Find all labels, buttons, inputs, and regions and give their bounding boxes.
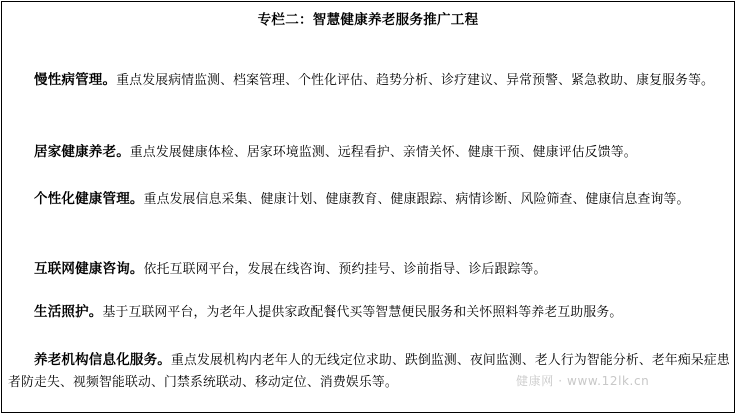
item-body: 重点发展健康体检、居家环境监测、远程看护、亲情关怀、健康干预、健康评估反馈等。 xyxy=(129,145,637,160)
item-internet-health-consultation xyxy=(8,258,730,281)
item-personalized-health-management xyxy=(8,188,730,211)
item-body: 重点发展机构内老年人的无线定位求助、跌倒监测、夜间监测、老人行为智能分析、老年痴呆症患者防走失、视频智能联动、门禁系统联动、移动定位、消费娱乐等。 xyxy=(8,353,730,390)
item-life-care xyxy=(8,301,730,324)
document-box xyxy=(1,1,735,413)
item-chronic-disease-management xyxy=(8,69,730,92)
item-body: 重点发展病情监测、档案管理、个性化评估、趋势分析、诊疗建议、异常预警、紧急救助、康复服务等。 xyxy=(116,73,715,88)
item-heading: 个性化健康管理。 xyxy=(34,191,144,207)
item-home-health-care xyxy=(8,141,730,164)
item-heading: 互联网健康咨询。 xyxy=(34,261,144,277)
item-body: 基于互联网平台，为老年人提供家政配餐代买等智慧便民服务和关怀照料等养老互助服务。 xyxy=(102,305,623,320)
item-heading: 养老机构信息化服务。 xyxy=(34,352,171,368)
item-heading: 居家健康养老。 xyxy=(34,144,130,160)
item-heading: 生活照护。 xyxy=(34,304,103,320)
column-title: 专栏二：智慧健康养老服务推广工程 xyxy=(257,12,479,28)
item-body: 重点发展信息采集、健康计划、健康教育、健康跟踪、病情诊断、风险筛查、健康信息查询等。 xyxy=(143,192,690,207)
item-body: 依托互联网平台，发展在线咨询、预约挂号、诊前指导、诊后跟踪等。 xyxy=(143,262,547,277)
item-heading: 慢性病管理。 xyxy=(34,72,117,88)
site-watermark: 健康网 · www.12lk.cn xyxy=(516,374,650,388)
